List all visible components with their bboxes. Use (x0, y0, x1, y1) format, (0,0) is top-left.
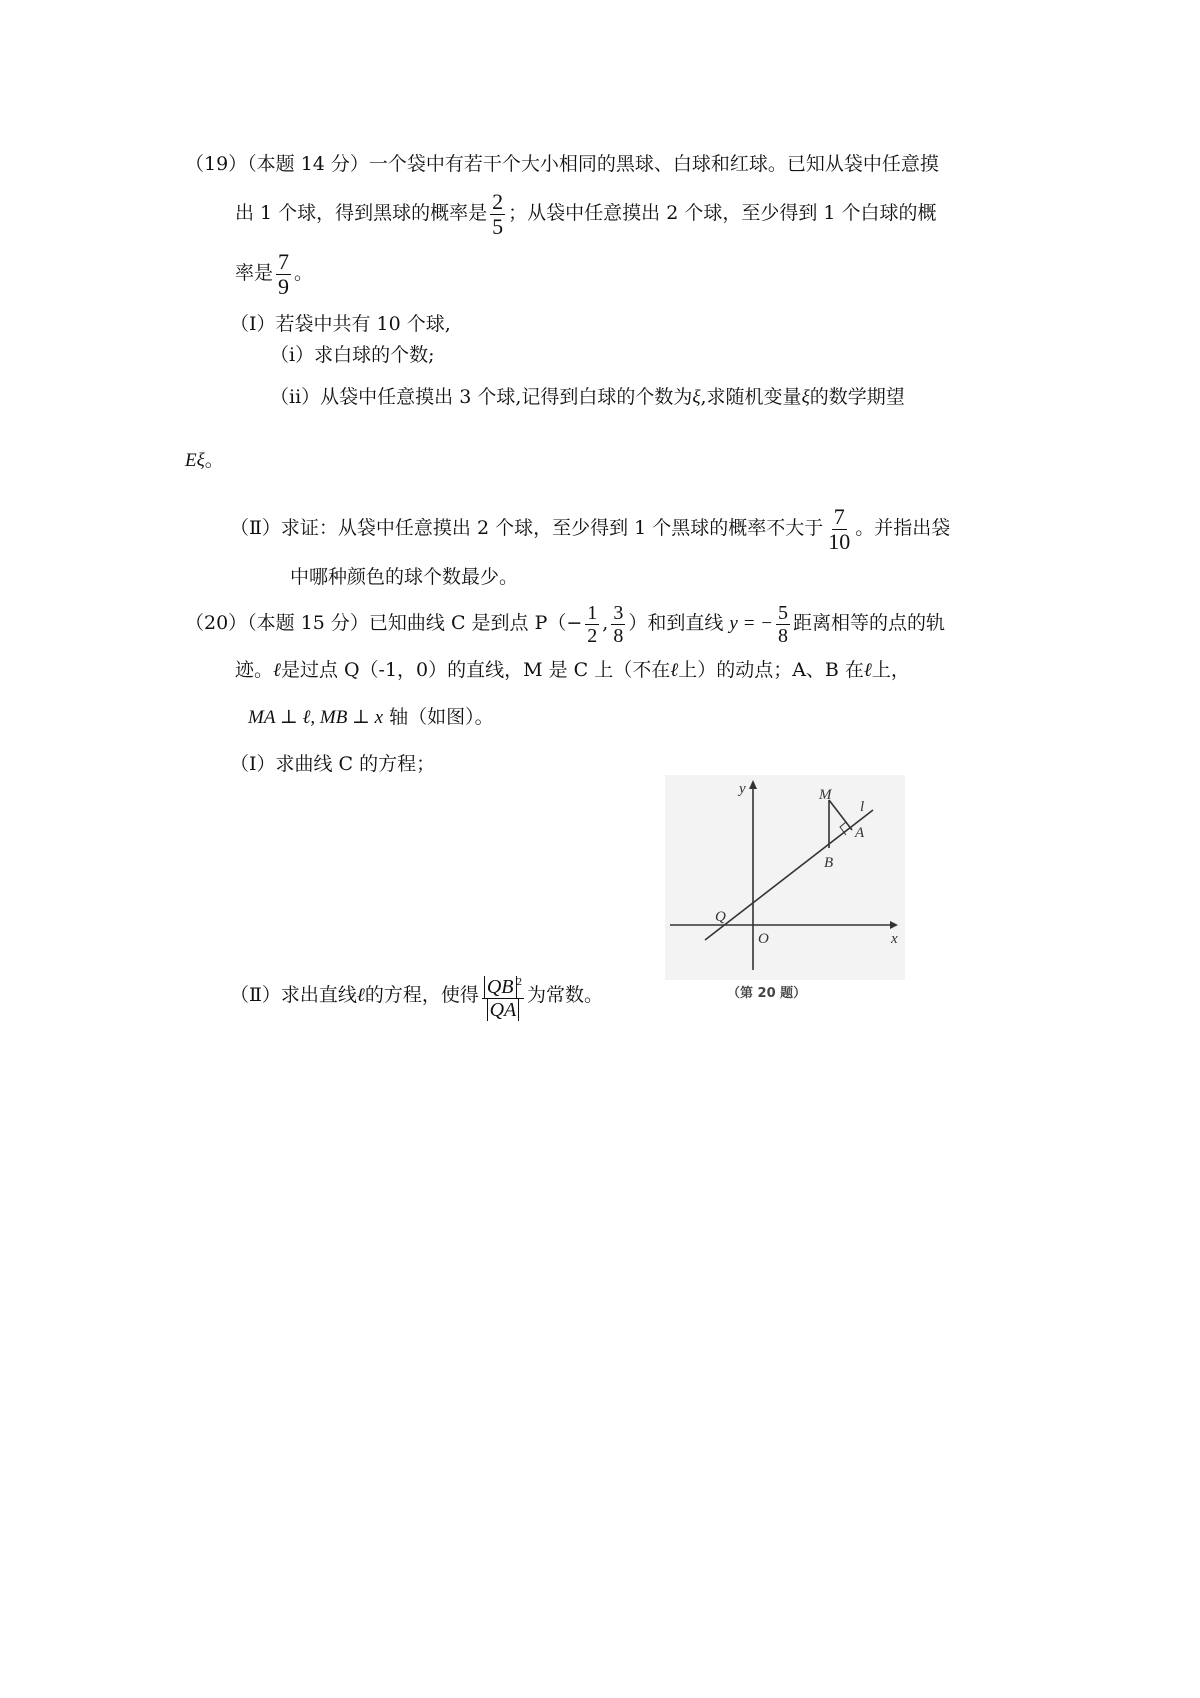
label-b: B (824, 855, 834, 871)
label-x: x (891, 931, 898, 947)
ratio-qb-squared-over-qa: $\frac{QB ^2}{QA}$ (482, 971, 524, 1021)
label-a: A (855, 825, 865, 841)
figure-q20 (665, 775, 905, 1005)
fraction-three-eighths: $\frac{3}{8}$ (613, 601, 624, 647)
q19-part1: （Ⅰ）若袋中共有 10 个球, (230, 313, 451, 335)
label-m: M (819, 787, 832, 803)
fraction-seven-tenths: $\frac{7}{10}$ (828, 503, 851, 554)
q19-part2-cont: 中哪种颜色的球个数最少。 (290, 566, 519, 588)
fraction-five-eighths: $\frac{5}{8}$ (777, 601, 788, 647)
q20-part2: （Ⅱ）求出直线ℓ的方程，使得 $\frac{QB ^2}{QA}$ 为常数。 (230, 965, 603, 1026)
q19-part1-i: （i）求白球的个数; (270, 344, 435, 366)
label-q: Q (715, 909, 726, 925)
q20-line3: MA ⊥ ℓ, MB ⊥ x 轴（如图）。 (248, 706, 494, 728)
fraction-one-half: $\frac{1}{2}$ (587, 601, 598, 647)
q20-head: （20）（本题 15 分）已知曲线 C 是到点 P（− $\frac{1}{2}$ , $\frac{3}{8}$ ）和到直线 y = − $\frac{5}{8}$ 距离相等的点的轨 (185, 601, 945, 647)
q19-part2: （Ⅱ）求证：从袋中任意摸出 2 个球，至少得到 1 个黑球的概率不大于 $\frac{7}{10}$ 。并指出袋 (230, 503, 951, 554)
q19-part1-ii: （ii）从袋中任意摸出 3 个球,记得到白球的个数为ξ,求随机变量ξ的数学期望 (270, 386, 905, 408)
q20-part1: （Ⅰ）求曲线 C 的方程； (230, 753, 436, 775)
label-y: y (739, 781, 746, 797)
figure-caption: （第 20 题） (727, 986, 807, 1001)
fraction-seven-ninths: $\frac{7}{9}$ (278, 248, 290, 299)
q20-line2: 迹。ℓ是过点 Q（-1，0）的直线，M 是 C 上（不在ℓ上）的动点；A、B 在ℓ上， (235, 659, 910, 681)
q19-line2: 出 1 个球，得到黑球的概率是 $\frac{2}{5}$ ；从袋中任意摸出 2 个球，至少得到 1 个白球的概 (235, 188, 937, 239)
label-l: l (860, 799, 865, 815)
figure-svg (665, 775, 905, 1005)
fraction-two-fifths: $\frac{2}{5}$ (492, 188, 504, 239)
q19-line3: 率是 $\frac{7}{9}$ 。 (235, 248, 314, 299)
q19-head: （19）（本题 14 分）一个袋中有若干个大小相同的黑球、白球和红球。已知从袋中任意摸 (185, 153, 939, 175)
q19-expectation: Eξ。 (185, 449, 224, 471)
label-o: O (758, 931, 769, 947)
